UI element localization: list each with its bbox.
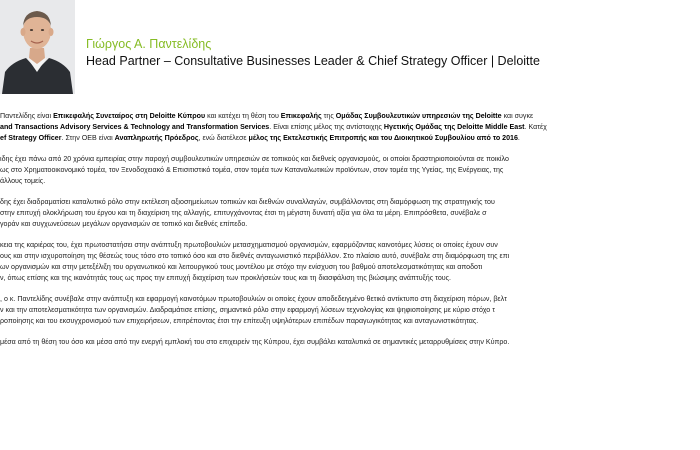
bio-text: ιδης έχει πάνω από 20 χρόνια εμπειρίας στην παροχή συμβουλευτικών υπηρεσιών σε τοπικούς και διεθνείς οργανισμούς, οι οποίοι δραστηριοποιούνται σε ποικίλο xyxy=(0,155,509,163)
profile-photo xyxy=(0,0,75,94)
bio-line xyxy=(0,122,700,133)
bio-bold-text: and Transactions Advisory Services & Technology and Transformation Services xyxy=(0,123,270,131)
bio-text: ων οργανισμών και στην μετεξέλιξη του οργανωτικού και λειτουργικού τους μοντέλου με στόχο την ενίσχυση του βαθμού αποτελεσματικότητας και αποδοτι xyxy=(0,263,483,271)
bio-text: . Στην ΟΕΒ είναι xyxy=(61,134,115,142)
bio-paragraph xyxy=(0,197,700,230)
bio-bold-text: Επικεφαλής Συνεταίρος στη Deloitte Κύπρου xyxy=(53,112,206,120)
bio-bold-text: ef Strategy Officer xyxy=(0,134,62,142)
bio-text: ως στο Χρηματοοικονομικό τομέα, τον Ξενοδοχειακό & Επισιτιστικό τομέα, στον τομέα των Καταναλωτικών προϊόντων, στον τομέα της Υγείας, της Ενέργειας, της xyxy=(0,166,504,174)
bio-text: μέσα από τη θέση του όσο και μέσα από την ενεργή εμπλοκή του στο επιχειρείν της Κύπρου, έχει συμβάλει καταλυτικά σε σημαντικές μεταρρυθμίσεις στην Κύπρο. xyxy=(0,338,510,346)
bio-text: στην επιτυχή ολοκλήρωση του έργου και τη διαχείριση της αλλαγής, επιτυγχάνοντας έτσι τη μέγιστη δυνατή αξία για όλα τα μέρη. Επιπρόσθετα, συνέβαλε σ xyxy=(0,209,487,217)
bio-line xyxy=(0,208,700,219)
bio-text: κεια της καριέρας του, έχει πρωτοστατήσει στην ανάπτυξη πρωτοβουλιών μετασχηματισμού οργανισμών, εφαρμόζοντας καινοτόμες λύσεις οι οποίες έχουν συν xyxy=(0,241,498,249)
bio-line xyxy=(0,219,700,230)
bio-text: . Είναι επίσης μέλος της αντίστοιχης xyxy=(269,123,384,131)
bio-line xyxy=(0,316,700,327)
bio-line xyxy=(0,197,700,208)
bio-text: της xyxy=(321,112,336,120)
bio-text: και κατέχει τη θέση του xyxy=(205,112,281,120)
bio-text: ροποίησης και του εκσυγχρονισμού των επιχειρήσεων, επιτρέποντας έτσι την επίτευξη υψηλότερων επιπέδων παραγωγικότητας και ανταγωνιστικότητας. xyxy=(0,317,479,325)
portrait-image xyxy=(0,0,75,94)
bio-line xyxy=(0,154,700,165)
person-name: Γιώργος Α. Παντελίδης xyxy=(86,37,212,51)
bio-line xyxy=(0,305,700,316)
bio-line xyxy=(0,240,700,251)
bio-line xyxy=(0,111,700,122)
bio-line xyxy=(0,262,700,273)
bio-line xyxy=(0,273,700,284)
bio-paragraph xyxy=(0,111,700,144)
bio-bold-text: μέλος της Εκτελεστικής Επιτροπής και του Διοικητικού Συμβουλίου από το 2016 xyxy=(248,134,518,142)
bio-bold-text: Ομάδας Συμβουλευτικών υπηρεσιών της Deloitte xyxy=(335,112,502,120)
bio-paragraph xyxy=(0,337,700,348)
bio-paragraph xyxy=(0,154,700,187)
bio-line xyxy=(0,294,700,305)
bio-line xyxy=(0,133,700,144)
bio-text: . xyxy=(517,134,520,142)
bio-line xyxy=(0,165,700,176)
bio-bold-text: Ηγετικής Ομάδας της Deloitte Middle East xyxy=(383,123,525,131)
bio-text: Παντελίδης είναι xyxy=(0,112,54,120)
bio-text: γοράν και συγχωνεύσεων μεγάλων οργανισμών σε τοπικό και διεθνές επίπεδο. xyxy=(0,220,248,228)
person-role: Head Partner – Consultative Businesses Leader & Chief Strategy Officer | Deloitte xyxy=(86,54,540,68)
bio-paragraph xyxy=(0,240,700,284)
profile-header xyxy=(86,36,692,69)
bio-text: , ενώ διατέλεσε xyxy=(198,134,249,142)
bio-paragraph xyxy=(0,294,700,327)
bio-line xyxy=(0,176,700,187)
bio-text: ν και την αποτελεσματικότητα των οργανισμών. Διαδραμάτισε επίσης, σημαντικό ρόλο στην εφαρμογή λύσεων τεχνολογίας και ψηφιοποίησης με κύριο στόχο τ xyxy=(0,306,495,314)
bio-text: , ο κ. Παντελίδης συνέβαλε στην ανάπτυξη και εφαρμογή καινοτόμων πρωτοβουλιών οι οποίες έχουν αποδεδειγμένο θετικό αντίκτυπο στη διαχείριση πόρων, βελτ xyxy=(0,295,507,303)
bio-line xyxy=(0,251,700,262)
bio-text: άλλους τομείς. xyxy=(0,177,46,185)
bio-text: ν, όπως επίσης και της ικανότητάς τους ως προς την επιτυχή διαχείριση των προκλήσεών τους και τη διασφάλιση της βιώσιμης ανάπτυξής τους. xyxy=(0,274,452,282)
bio-text: δης έχει διαδραματίσει καταλυτικό ρόλο στην εκτέλεση αξιοσημείωτων τοπικών και διεθνών συναλλαγών, συμβάλλοντας στη διαμόρφωση της στρατηγικής του xyxy=(0,198,495,206)
biography-text xyxy=(0,111,700,358)
bio-text: ους και στην ισχυροποίηση της θέσεώς τους τόσο στο τοπικό όσο και στο διεθνές ανταγωνιστικό περιβάλλον. Στο πλαίσιο αυτό, συνέβαλε στη διαμόρφωση της επι xyxy=(0,252,510,260)
bio-bold-text: Επικεφαλής xyxy=(280,112,322,120)
bio-bold-text: Αναπληρωτής Πρόεδρος xyxy=(114,134,199,142)
bio-line xyxy=(0,337,700,348)
bio-text: . Κατέχ xyxy=(524,123,547,131)
bio-text: και συγκε xyxy=(501,112,534,120)
